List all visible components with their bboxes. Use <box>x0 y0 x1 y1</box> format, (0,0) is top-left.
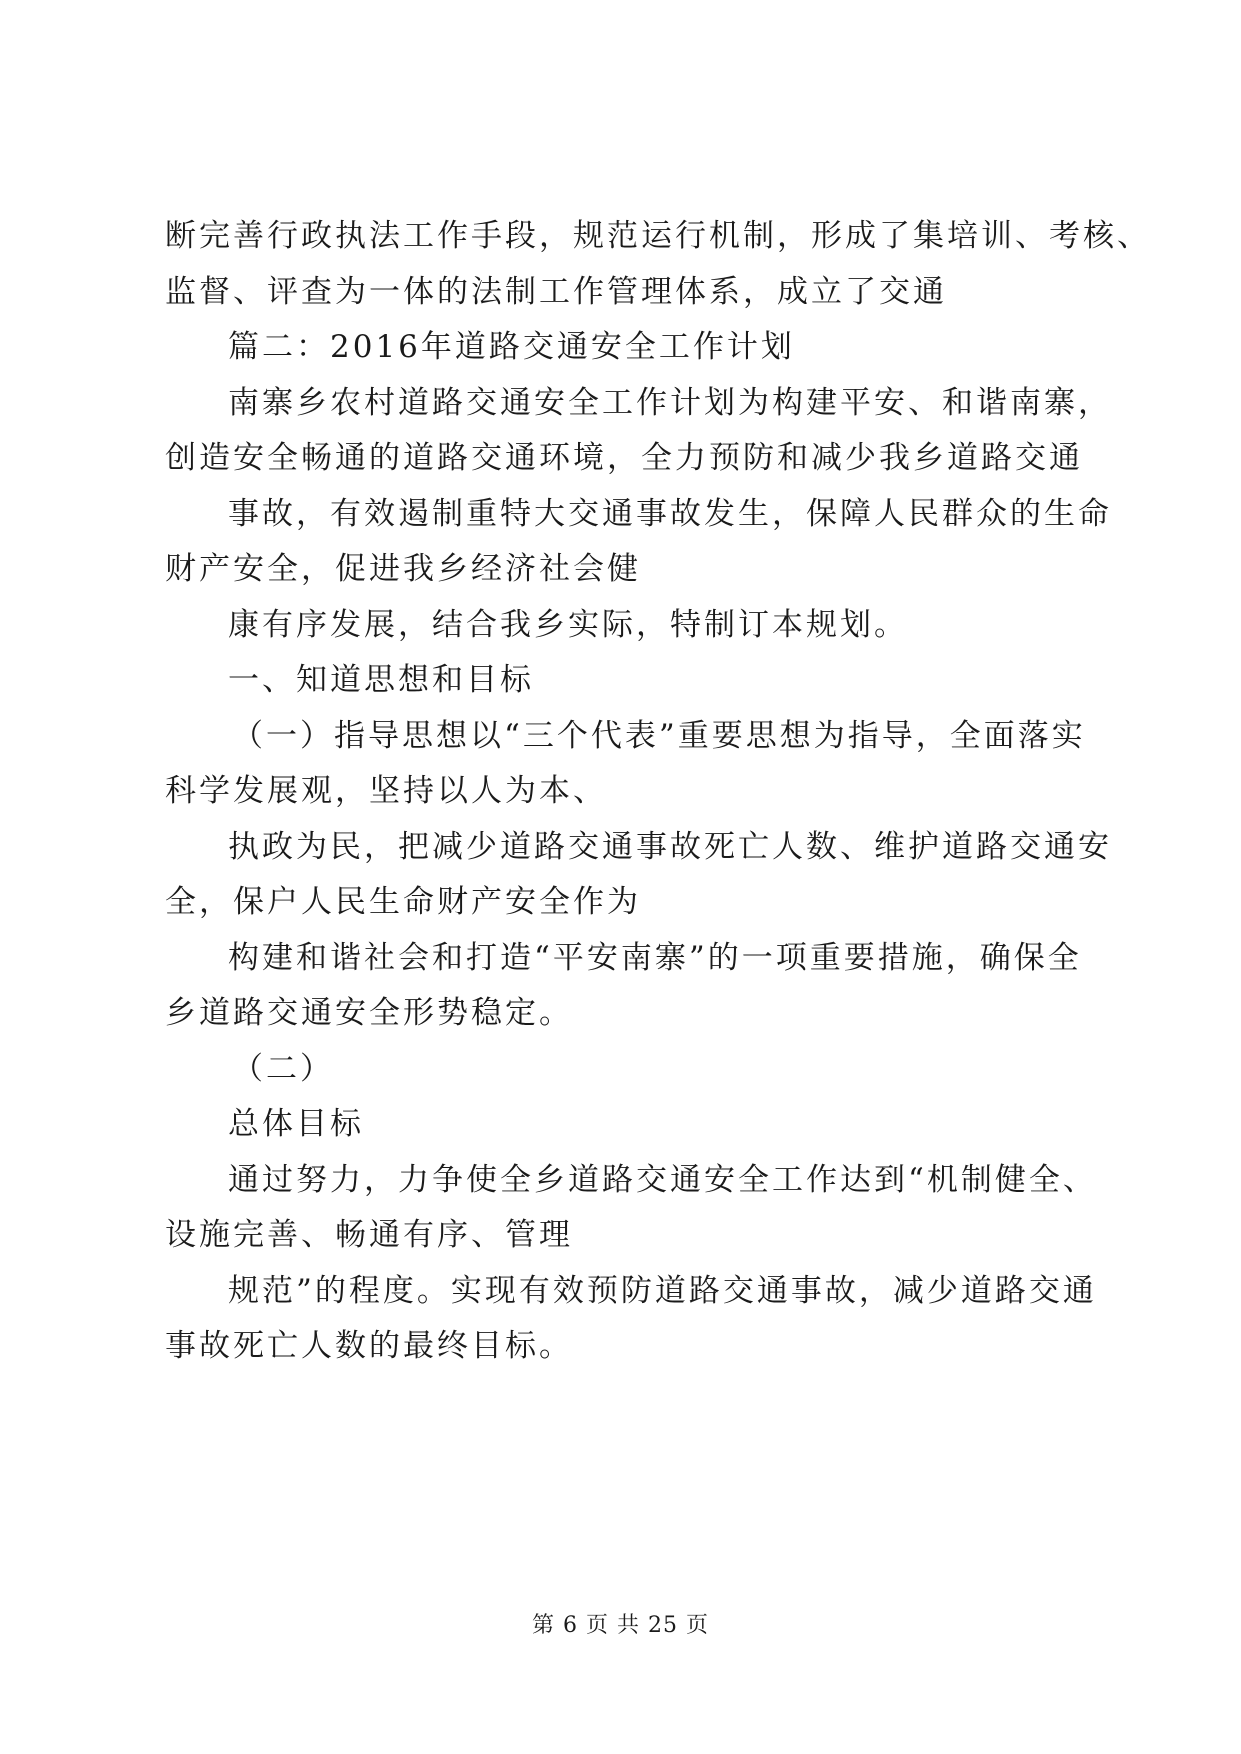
text-line: （一）指导思想以“三个代表”重要思想为指导，全面落实 <box>232 718 1086 754</box>
text-line: 断完善行政执法工作手段，规范运行机制，形成了集培训、考核、 <box>165 218 1151 254</box>
section-heading: （二） <box>232 1051 334 1087</box>
text-line: 南寨乡农村道路交通安全工作计划为构建平安、和谐南寨， <box>228 385 1112 421</box>
section-heading: 一、知道思想和目标 <box>228 662 534 698</box>
text-line: 科学发展观，坚持以人为本、 <box>165 773 607 809</box>
text-line: 构建和谐社会和打造“平安南寨”的一项重要措施，确保全 <box>228 940 1082 976</box>
section-heading: 篇二：2016年道路交通安全工作计划 <box>228 329 795 365</box>
text-line: 乡道路交通安全形势稳定。 <box>165 995 573 1031</box>
page-number: 第 6 页 共 25 页 <box>532 1613 709 1638</box>
text-line: 规范”的程度。实现有效预防道路交通事故，减少道路交通 <box>228 1273 1097 1309</box>
text-line: 创造安全畅通的道路交通环境，全力预防和减少我乡道路交通 <box>165 440 1083 476</box>
text-line: 财产安全，促进我乡经济社会健 <box>165 551 641 587</box>
text-line: 设施完善、畅通有序、管理 <box>165 1217 573 1253</box>
text-line: 事故死亡人数的最终目标。 <box>165 1328 573 1364</box>
text-line: 全，保户人民生命财产安全作为 <box>165 884 641 920</box>
text-line: 康有序发展，结合我乡实际，特制订本规划。 <box>228 607 908 643</box>
text-line: 通过努力，力争使全乡道路交通安全工作达到“机制健全、 <box>228 1162 1097 1198</box>
section-heading: 总体目标 <box>228 1106 364 1142</box>
text-line: 事故，有效遏制重特大交通事故发生，保障人民群众的生命 <box>228 496 1112 532</box>
text-line: 监督、评查为一体的法制工作管理体系，成立了交通 <box>165 274 947 310</box>
text-line: 执政为民，把减少道路交通事故死亡人数、维护道路交通安 <box>228 829 1112 865</box>
